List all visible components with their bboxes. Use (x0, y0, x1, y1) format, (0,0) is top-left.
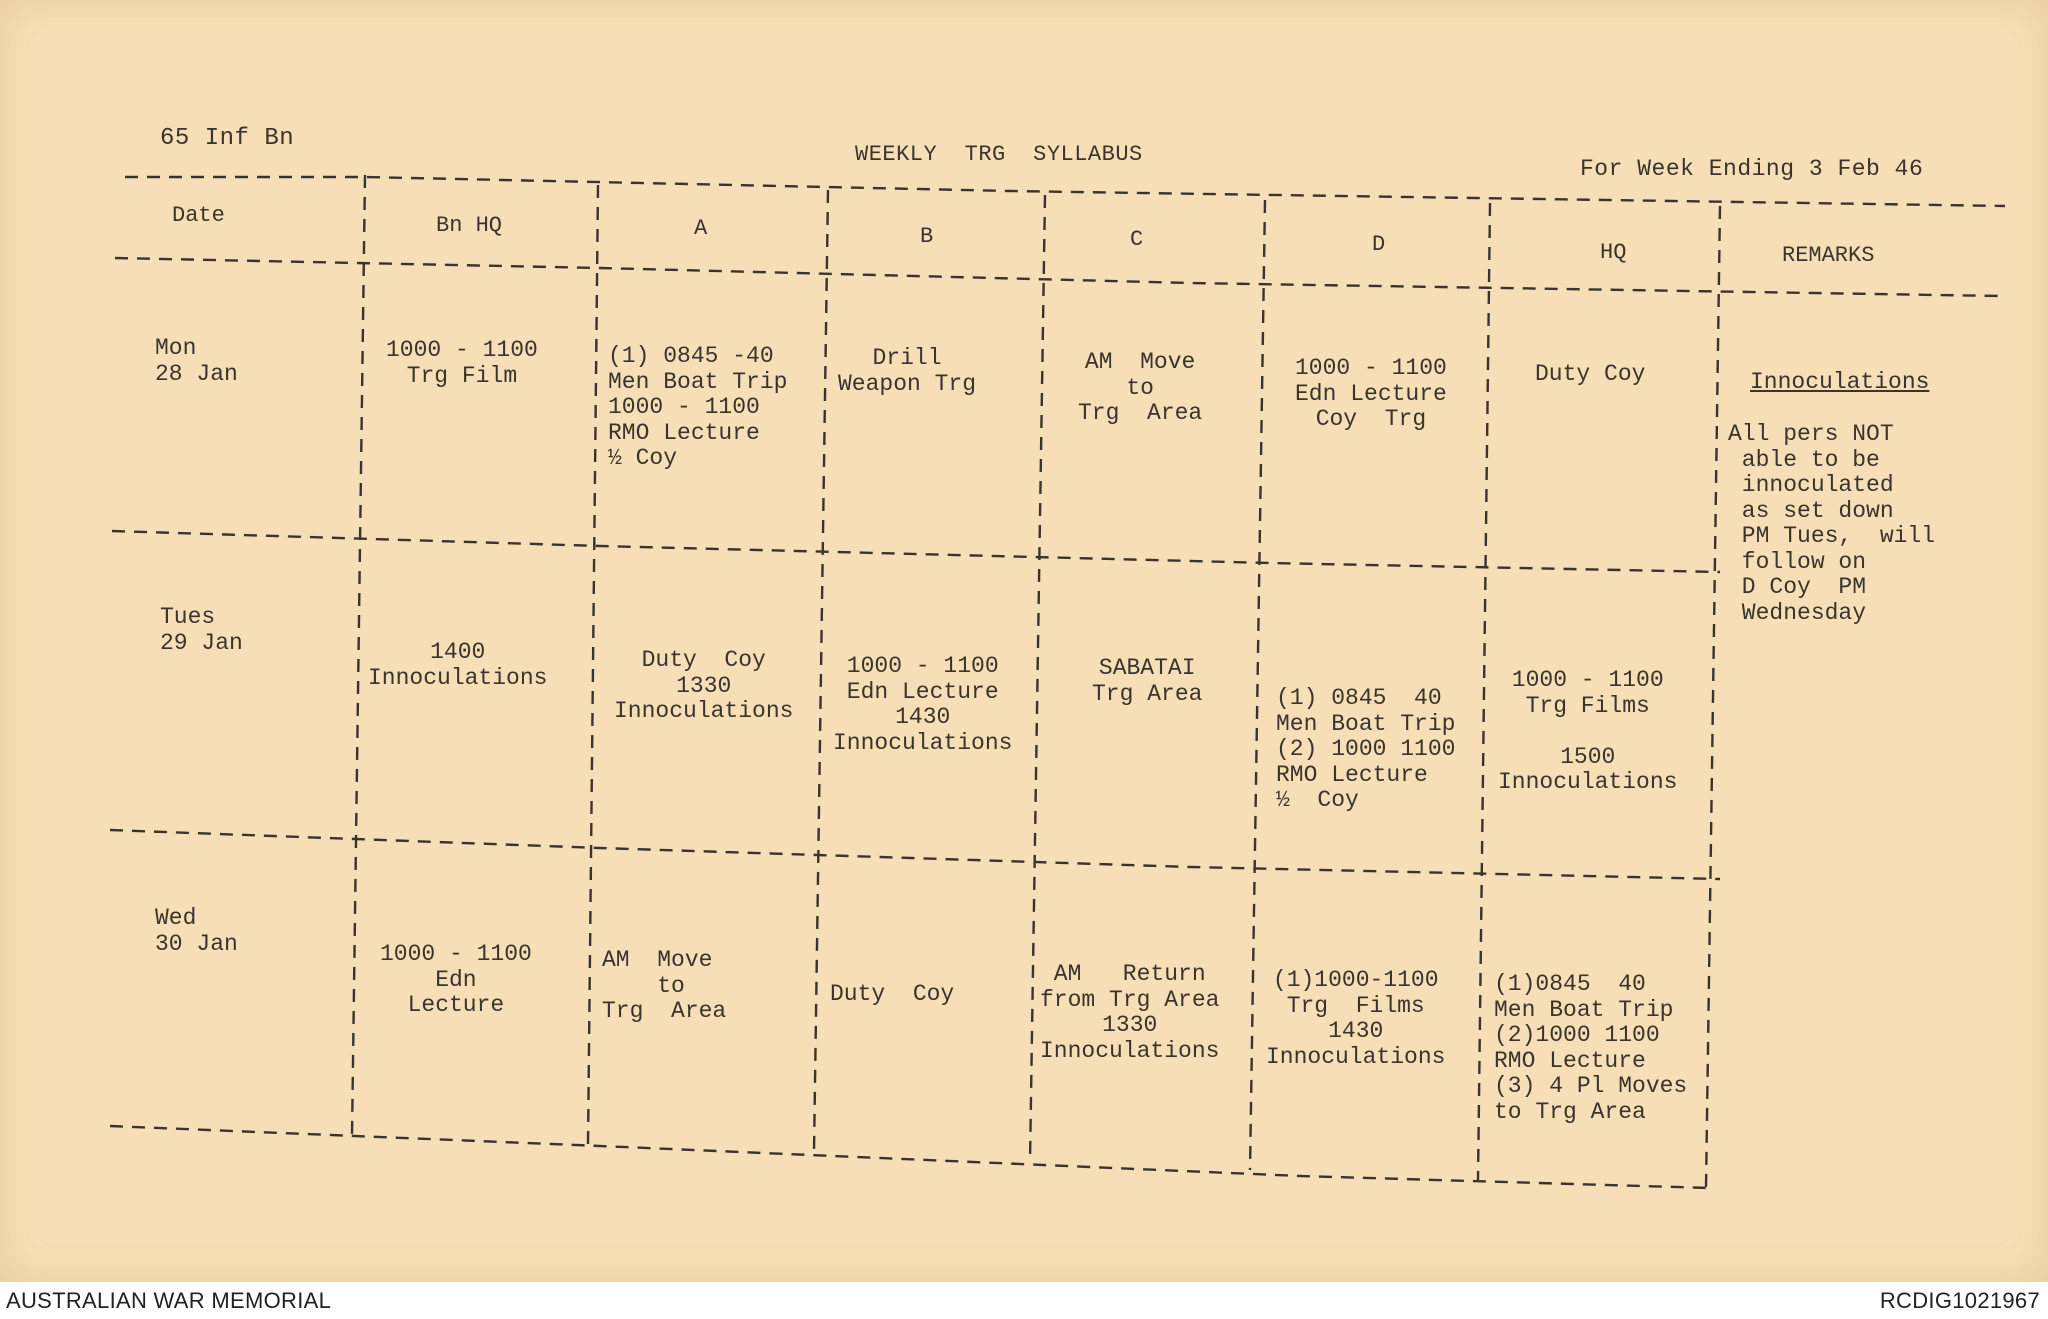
grid-line-row1 (112, 531, 1720, 572)
header-hq: HQ (1600, 240, 1627, 265)
footer-id: RCDIG1021967 (1879, 1288, 2040, 1313)
row1-d: 1000 - 1100 Edn Lecture Coy Trg (1295, 355, 1447, 432)
row2-b: 1000 - 1100 Edn Lecture 1430 Innoculations (833, 653, 1013, 756)
grid-col-7 (1706, 206, 1720, 1188)
header-c: C (1130, 227, 1144, 252)
row2-a: Duty Coy 1330 Innoculations (614, 647, 794, 724)
row2-date: Tues 29 Jan (160, 604, 243, 656)
archive-footer (0, 1282, 2048, 1319)
row1-bn-hq: 1000 - 1100 Trg Film (386, 337, 538, 389)
grid-line-bottom (110, 1126, 1710, 1188)
grid-col-2 (588, 185, 598, 1145)
row3-date: Wed 30 Jan (155, 905, 238, 957)
row2-d: (1) 0845 40 Men Boat Trip (2) 1000 1100 RMO Lecture ½ Coy (1276, 685, 1456, 813)
grid-col-5 (1250, 200, 1265, 1170)
grid-col-6 (1478, 203, 1490, 1180)
row3-bn-hq: 1000 - 1100 Edn Lecture (380, 941, 532, 1018)
row1-c: AM Move to Trg Area (1078, 349, 1203, 426)
header-d: D (1372, 232, 1386, 257)
header-remarks: REMARKS (1782, 243, 1875, 268)
remarks-heading: Innoculations (1750, 369, 1930, 395)
document-title: WEEKLY TRG SYLLABUS (855, 142, 1143, 167)
row1-hq: Duty Coy (1535, 361, 1646, 387)
footer-source: AUSTRALIAN WAR MEMORIAL (6, 1288, 332, 1313)
grid-col-3 (814, 190, 828, 1152)
row1-b: Drill Weapon Trg (838, 345, 977, 397)
row3-b: Duty Coy (830, 981, 955, 1007)
row2-hq: 1000 - 1100 Trg Films 1500 Innoculations (1498, 667, 1678, 795)
row1-date: Mon 28 Jan (155, 335, 238, 387)
row2-c: SABATAI Trg Area (1092, 655, 1203, 707)
grid-col-1 (352, 175, 365, 1136)
header-date: Date (172, 203, 225, 228)
grid-line-row2 (110, 830, 1720, 879)
row3-d: (1)1000-1100 Trg Films 1430 Innoculations (1266, 967, 1446, 1070)
week-ending: For Week Ending 3 Feb 46 (1580, 156, 1924, 182)
row1-a: (1) 0845 -40 Men Boat Trip 1000 - 1100 RMO Lecture ½ Coy (608, 343, 788, 471)
header-a: A (694, 216, 708, 241)
remarks-body: All pers NOT able to be innoculated as set down PM Tues, will follow on D Coy PM Wednesday (1728, 421, 1936, 626)
grid-line-header (115, 258, 2000, 296)
header-bn-hq: Bn HQ (436, 213, 503, 238)
row3-c: AM Return from Trg Area 1330 Innoculations (1040, 961, 1220, 1064)
row3-a: AM Move to Trg Area (602, 947, 727, 1024)
row2-bn-hq: 1400 Innoculations (368, 639, 548, 691)
header-b: B (920, 224, 934, 249)
row3-hq: (1)0845 40 Men Boat Trip (2)1000 1100 RMO Lecture (3) 4 Pl Moves to Trg Area (1494, 971, 1688, 1125)
unit-name: 65 Inf Bn (160, 125, 295, 152)
grid-line-top (125, 177, 2005, 206)
